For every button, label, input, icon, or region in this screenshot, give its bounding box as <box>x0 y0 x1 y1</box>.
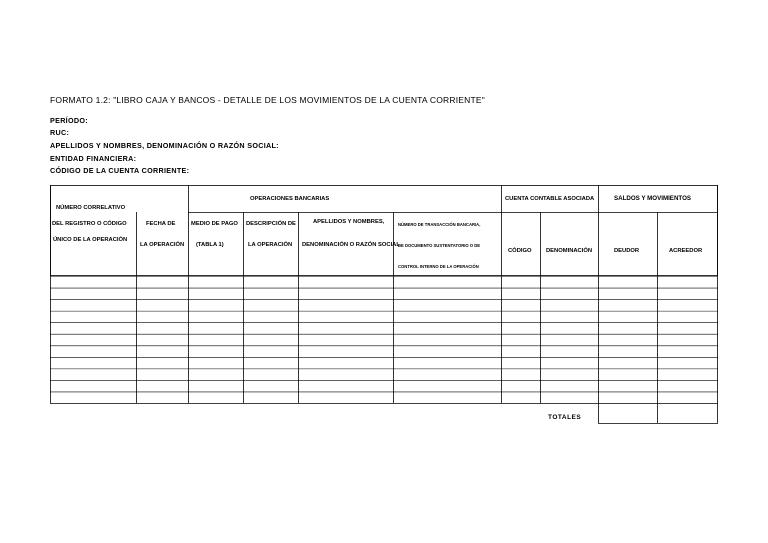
header-fecha-1: FECHA DE <box>146 221 176 227</box>
header-medio-1: MEDIO DE PAGO <box>191 221 238 227</box>
header-medio-2: (TABLA 1) <box>196 242 224 248</box>
ruc-label: RUC: <box>50 128 70 137</box>
header-acreedor: ACREEDOR <box>669 248 703 254</box>
header-num-correlativo-1: NÚMERO CORRELATIVO <box>56 205 126 211</box>
header-num-correlativo-2: DEL REGISTRO O CÓDIGO <box>52 221 127 227</box>
totals-label: TOTALES <box>548 414 582 421</box>
header-saldos: SALDOS Y MOVIMIENTOS <box>614 195 692 202</box>
header-denominacion: DENOMINACIÓN <box>546 248 593 254</box>
header-num-correlativo-3: ÚNICO DE LA OPERACIÓN <box>53 237 128 243</box>
header-cuenta-contable: CUENTA CONTABLE ASOCIADA <box>505 196 595 202</box>
header-num-transaccion-2: DE DOCUMENTO SUSTENTATORIO O DE <box>398 243 481 248</box>
page-title: FORMATO 1.2: "LIBRO CAJA Y BANCOS - DETALLE DE LOS MOVIMIENTOS DE LA CUENTA CORRIENTE" <box>50 95 485 105</box>
razon-social-label: APELLIDOS Y NOMBRES, DENOMINACIÓN O RAZÓN SOCIAL: <box>50 141 279 150</box>
header-num-transaccion-1: NÚMERO DE TRANSACCIÓN BANCARIA, <box>398 222 481 227</box>
header-descripcion-2: LA OPERACIÓN <box>248 242 293 248</box>
header-num-transaccion-3: CONTROL INTERNO DE LA OPERACIÓN <box>398 264 479 269</box>
header-operaciones-bancarias: OPERACIONES BANCARIAS <box>250 196 330 202</box>
header-apellidos-2: DENOMINACIÓN O RAZÓN SOCIAL <box>302 242 400 248</box>
entidad-label: ENTIDAD FINANCIERA: <box>50 154 137 163</box>
header-descripcion-1: DESCRIPCIÓN DE <box>246 221 296 227</box>
periodo-label: PERÍODO: <box>50 116 88 125</box>
header-codigo: CÓDIGO <box>508 248 532 254</box>
header-fecha-2: LA OPERACIÓN <box>140 242 185 248</box>
header-apellidos-1: APELLIDOS Y NOMBRES, <box>313 219 385 225</box>
codigo-cuenta-label: CÓDIGO DE LA CUENTA CORRIENTE: <box>50 166 190 175</box>
header-deudor: DEUDOR <box>614 248 640 254</box>
